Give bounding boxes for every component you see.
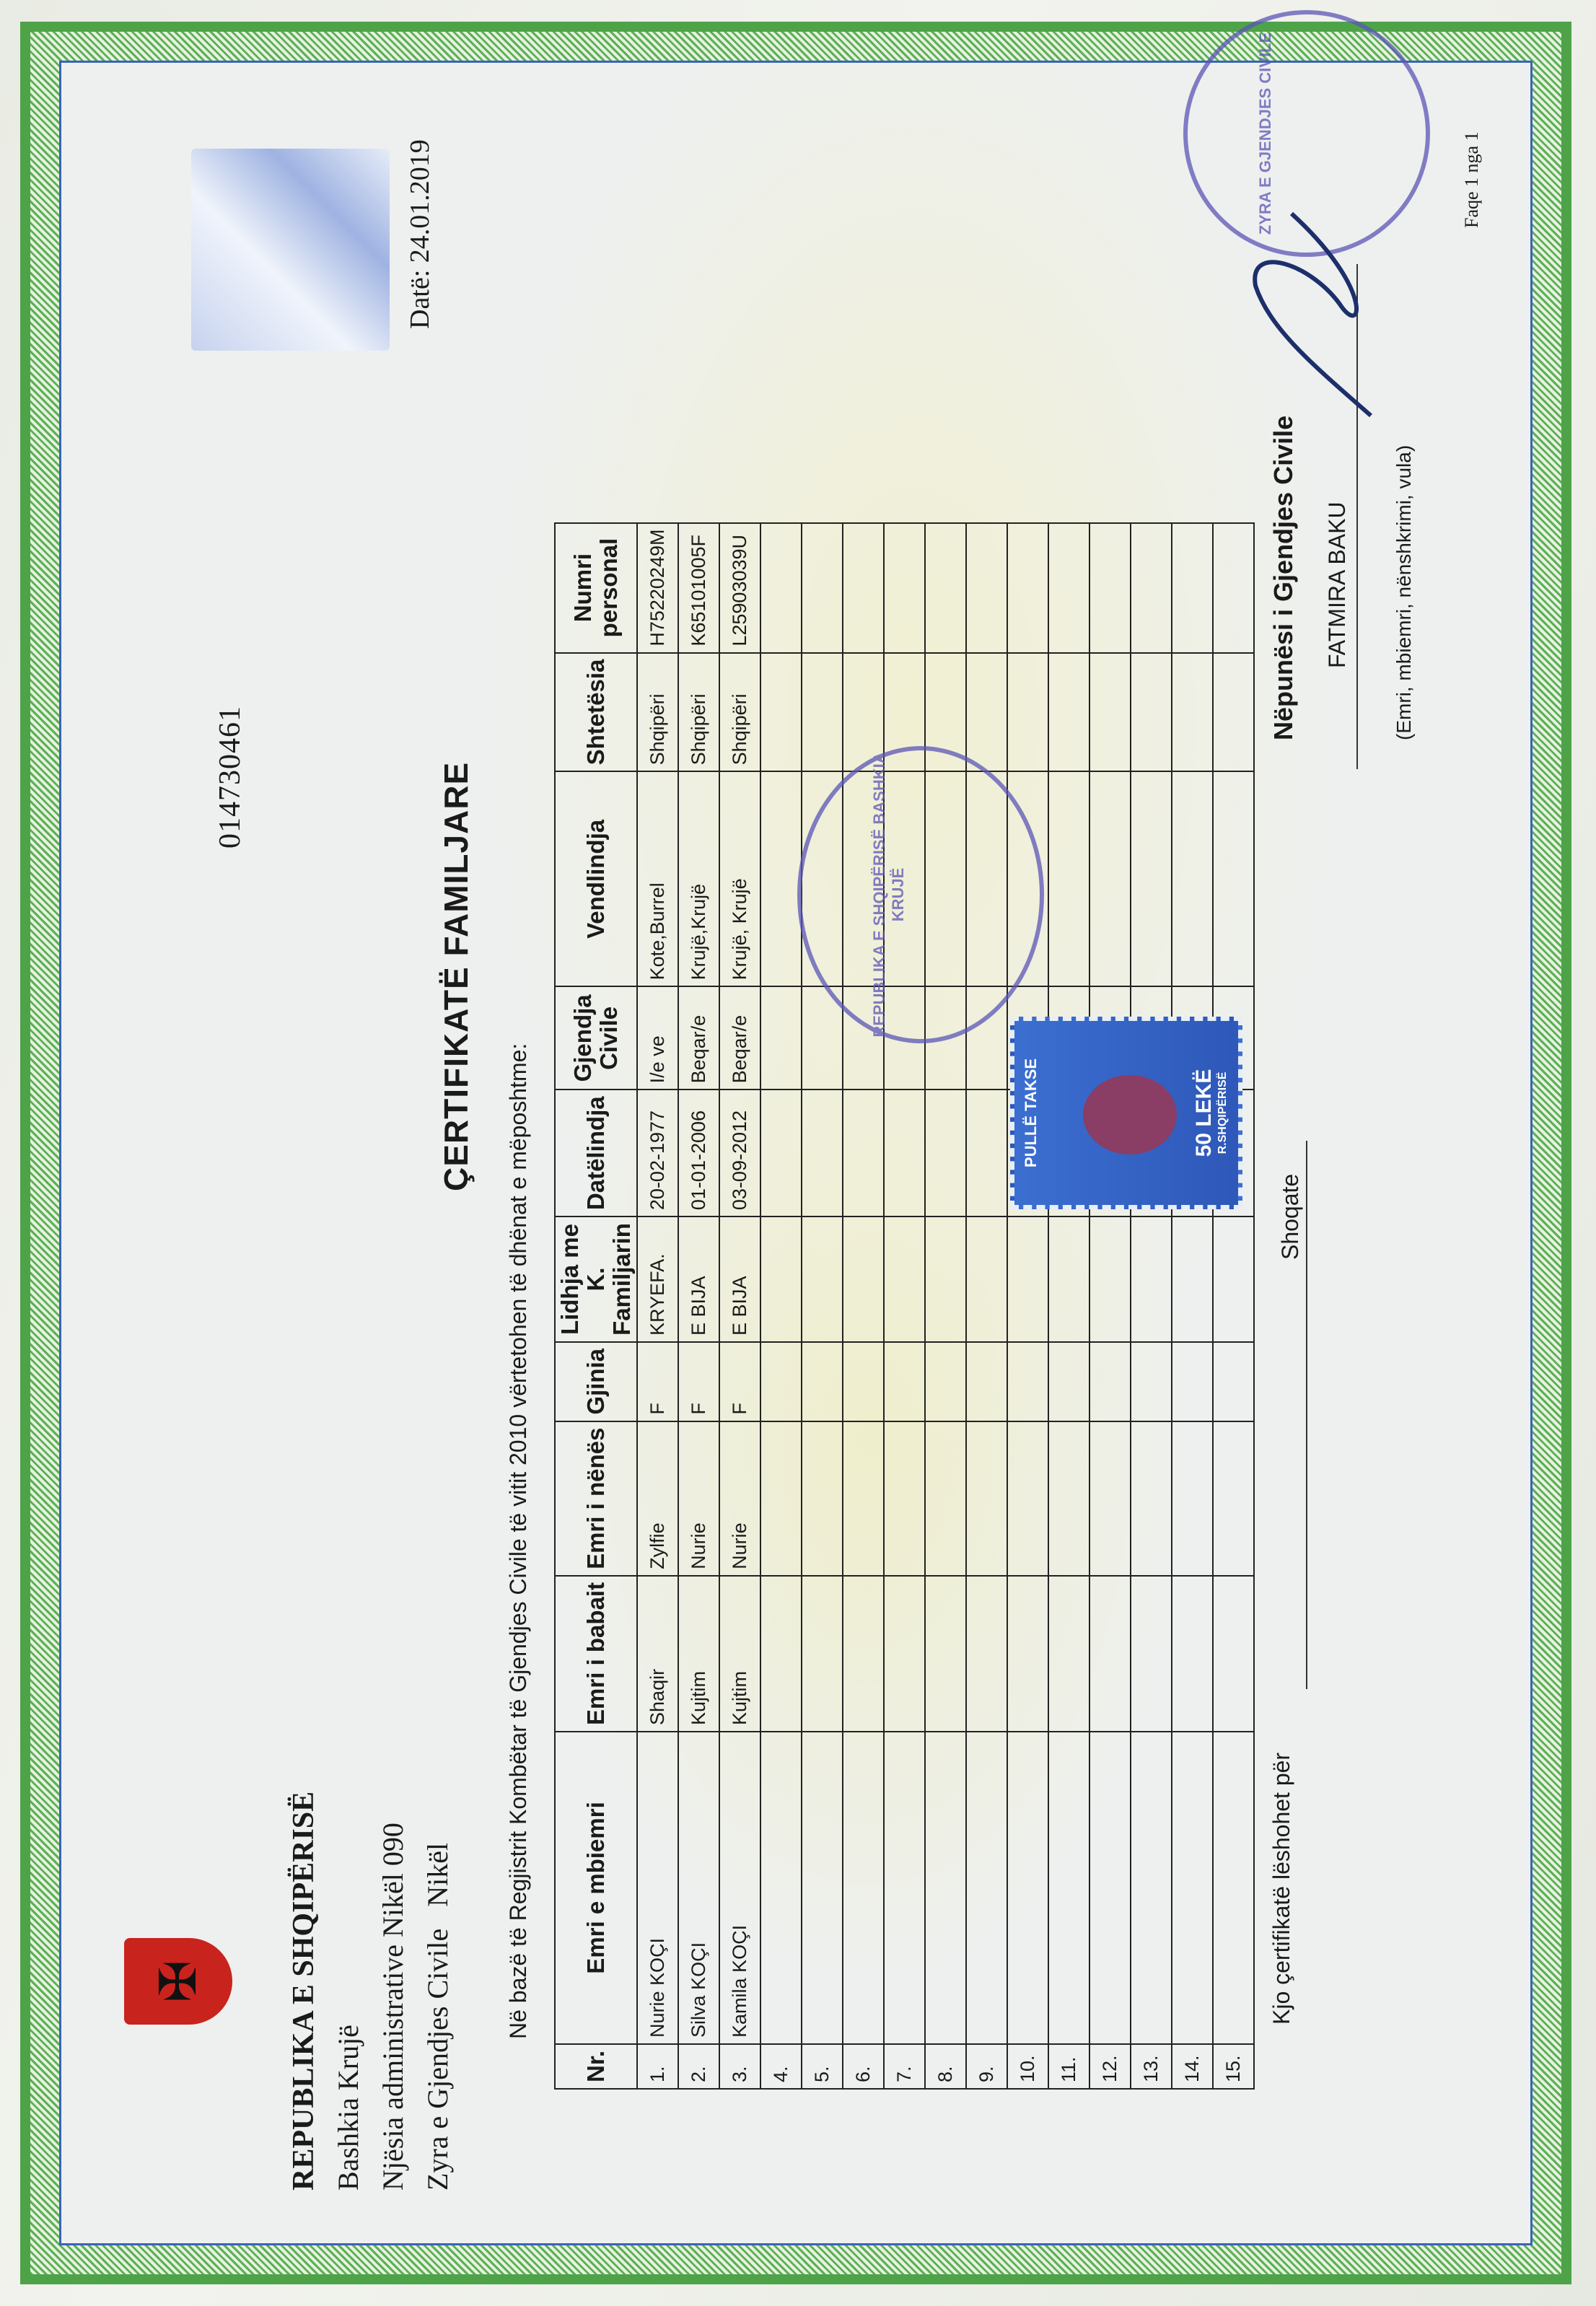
table-cell (884, 523, 925, 653)
civil-office: Zyra e Gjendjes Civile Nikël (421, 1842, 454, 2191)
table-row (719, 523, 760, 2089)
table-cell (843, 1576, 884, 1732)
table-cell (1131, 1421, 1172, 1576)
table-cell (760, 1216, 802, 1342)
table-cell: 15. (1213, 2044, 1254, 2089)
col-personal-number: Numri personal (555, 523, 637, 653)
table-cell: Beqar/e (678, 986, 719, 1090)
table-cell: Shqipëri (637, 653, 678, 772)
signature-note: (Emri, mbiemri, nënshkrimi, vula) (1393, 444, 1415, 740)
table-cell (1131, 771, 1172, 986)
issued-for-value: Shoqate (1277, 1173, 1303, 1260)
table-cell (1172, 1576, 1213, 1732)
table-cell (760, 523, 802, 653)
table-cell (884, 1216, 925, 1342)
tax-stamp-emblem-icon (1083, 1075, 1177, 1154)
table-cell (925, 1732, 966, 2044)
intro-text: Në bazë të Regjistrit Kombëtar të Gjendjes Civile të vitit 2010 vërtetohen të dhënat e mëposhtme: (505, 1043, 531, 2039)
table-cell: 13. (1131, 2044, 1172, 2089)
table-cell (1172, 1421, 1213, 1576)
table-cell (1089, 1732, 1131, 2044)
col-nr: Nr. (555, 2044, 637, 2089)
hologram-sticker (191, 149, 390, 351)
table-cell (1089, 1216, 1131, 1342)
table-cell (1089, 523, 1131, 653)
table-cell: 20-02-1977 (637, 1090, 678, 1216)
table-cell: KRYEFA. (637, 1216, 678, 1342)
administrative-unit: Njësia administrative Nikël 090 (377, 1823, 409, 2191)
table-cell: 6. (843, 2044, 884, 2089)
col-civil-status: Gjendja Civile (555, 986, 637, 1090)
issued-for-label: Kjo çertifikatë lëshohet për (1268, 1752, 1294, 2025)
col-birthdate: Datëlindja (555, 1090, 637, 1216)
table-cell (1007, 1576, 1048, 1732)
table-cell: Shqipëri (719, 653, 760, 772)
table-cell (1213, 1576, 1254, 1732)
table-cell (760, 1732, 802, 2044)
table-cell (1172, 1216, 1213, 1342)
table-cell (1131, 1732, 1172, 2044)
table-cell: Beqar/e (719, 986, 760, 1090)
table-cell (925, 1421, 966, 1576)
table-cell (1007, 1342, 1048, 1421)
table-cell (884, 1421, 925, 1576)
table-cell (1007, 1216, 1048, 1342)
official-round-stamp (797, 746, 1044, 1043)
page-number: Faqe 1 nga 1 (1461, 131, 1482, 228)
table-cell (1213, 771, 1254, 986)
table-cell (1172, 1342, 1213, 1421)
table-cell (1048, 653, 1089, 772)
table-cell: Zylfie (637, 1421, 678, 1576)
table-cell (925, 1576, 966, 1732)
table-cell: Kote,Burrel (637, 771, 678, 986)
country-name: REPUBLIKA E SHQIPËRISË (287, 1791, 320, 2191)
table-cell (966, 653, 1007, 772)
table-cell: 3. (719, 2044, 760, 2089)
table-cell (1089, 1576, 1131, 1732)
table-cell (802, 1576, 843, 1732)
table-cell (1089, 653, 1131, 772)
table-row (637, 523, 678, 2089)
table-cell: Nurie (678, 1421, 719, 1576)
table-cell (843, 1342, 884, 1421)
table-cell (1048, 1421, 1089, 1576)
table-cell (966, 1216, 1007, 1342)
table-cell (802, 1342, 843, 1421)
table-cell (1007, 653, 1048, 772)
seal-text: ZYRA E GJENDJES CIVILE (1256, 32, 1274, 235)
table-row (678, 523, 719, 2089)
table-row (1089, 523, 1131, 2089)
table-cell: Shaqir (637, 1576, 678, 1732)
table-cell (1172, 771, 1213, 986)
table-row (802, 523, 843, 2089)
table-cell (1007, 1732, 1048, 2044)
table-cell (1007, 1421, 1048, 1576)
table-cell (843, 1732, 884, 2044)
col-relation: Lidhja me K. Familjarin (555, 1216, 637, 1342)
table-cell (925, 1342, 966, 1421)
table-cell (760, 653, 802, 772)
table-cell (884, 1732, 925, 2044)
table-row (1131, 523, 1172, 2089)
col-birthplace: Vendlindja (555, 771, 637, 986)
table-row (1007, 523, 1048, 2089)
issued-for-line (1306, 1141, 1307, 1689)
table-cell: 10. (1007, 2044, 1048, 2089)
table-cell: 4. (760, 2044, 802, 2089)
table-cell (760, 986, 802, 1090)
table-cell (1089, 1421, 1131, 1576)
table-cell: I/e ve (637, 986, 678, 1090)
table-cell: 03-09-2012 (719, 1090, 760, 1216)
table-cell: 2. (678, 2044, 719, 2089)
table-cell (884, 1342, 925, 1421)
table-cell: Silva KOÇI (678, 1732, 719, 2044)
issuer-header (281, 1792, 460, 2191)
table-row (966, 523, 1007, 2089)
table-cell: Kamila KOÇI (719, 1732, 760, 2044)
albanian-emblem-icon: ✠ (124, 1938, 232, 2025)
table-cell (1172, 1732, 1213, 2044)
table-cell (1048, 523, 1089, 653)
table-cell: Shqipëri (678, 653, 719, 772)
table-cell (966, 1421, 1007, 1576)
col-citizenship: Shtetësia (555, 653, 637, 772)
table-cell: K65101005F (678, 523, 719, 653)
table-cell (760, 1421, 802, 1576)
table-cell: Krujë,Krujë (678, 771, 719, 986)
table-cell (1131, 653, 1172, 772)
page-title: ÇERTIFIKATË FAMILJARE (437, 761, 475, 1191)
table-cell: Krujë, Krujë (719, 771, 760, 986)
table-cell (1172, 653, 1213, 772)
table-cell (1048, 1342, 1089, 1421)
table-row (1213, 523, 1254, 2089)
col-father: Emri i babait (555, 1576, 637, 1732)
table-cell (802, 653, 843, 772)
table-cell (966, 523, 1007, 653)
table-cell: H75220249M (637, 523, 678, 653)
tax-stamp-value: 50 LEKË R.SHQIPËRISË (1192, 1069, 1229, 1157)
table-cell (1213, 653, 1254, 772)
col-name: Emri e mbiemri (555, 1732, 637, 2044)
table-cell: Nurie KOÇI (637, 1732, 678, 2044)
table-cell: Nurie (719, 1421, 760, 1576)
table-cell (1213, 1732, 1254, 2044)
table-cell: 7. (884, 2044, 925, 2089)
tax-stamp (1010, 1017, 1242, 1209)
table-cell: F (719, 1342, 760, 1421)
serial-number: 014730461 (214, 706, 247, 849)
table-cell (760, 1342, 802, 1421)
handwritten-signature (1227, 192, 1414, 430)
stamp-text: REPUBLIKA E SHQIPËRISË BASHKIA KRUJË (870, 752, 907, 1038)
table-cell (966, 1090, 1007, 1216)
table-cell (884, 1090, 925, 1216)
issue-date: Datë: 24.01.2019 (405, 139, 435, 329)
table-cell: Kujtim (678, 1576, 719, 1732)
table-cell: E BIJA (678, 1216, 719, 1342)
table-cell (802, 523, 843, 653)
table-cell (1131, 1576, 1172, 1732)
table-cell (802, 1421, 843, 1576)
table-cell (802, 1216, 843, 1342)
table-cell (760, 1576, 802, 1732)
table-cell (1007, 523, 1048, 653)
table-cell (966, 1342, 1007, 1421)
table-cell (1172, 523, 1213, 653)
table-cell: F (678, 1342, 719, 1421)
table-cell (1213, 1216, 1254, 1342)
table-cell (843, 1216, 884, 1342)
table-cell (1131, 523, 1172, 653)
table-row (760, 523, 802, 2089)
table-cell (843, 1421, 884, 1576)
table-cell: 9. (966, 2044, 1007, 2089)
table-cell: 5. (802, 2044, 843, 2089)
clerk-title: Nëpunësi i Gjendjes Civile (1268, 415, 1298, 740)
municipality: Bashkia Krujë (332, 2025, 364, 2191)
table-cell (925, 1090, 966, 1216)
tax-stamp-label: PULLË TAKSE (1022, 1058, 1040, 1168)
table-cell: 01-01-2006 (678, 1090, 719, 1216)
table-cell (1048, 771, 1089, 986)
table-row (1172, 523, 1213, 2089)
table-cell: 14. (1172, 2044, 1213, 2089)
table-cell (1089, 1342, 1131, 1421)
clerk-name: FATMIRA BAKU (1324, 501, 1350, 668)
table-cell (966, 1732, 1007, 2044)
table-cell (1213, 1421, 1254, 1576)
table-cell (760, 1090, 802, 1216)
table-cell (1131, 1342, 1172, 1421)
table-cell (760, 771, 802, 986)
table-cell (1048, 1576, 1089, 1732)
table-cell (843, 523, 884, 653)
table-cell (1048, 1216, 1089, 1342)
table-cell (925, 1216, 966, 1342)
col-mother: Emri i nënës (555, 1421, 637, 1576)
table-cell (1131, 1216, 1172, 1342)
table-cell: L25903039U (719, 523, 760, 653)
table-cell (884, 1576, 925, 1732)
col-gender: Gjinia (555, 1342, 637, 1421)
table-cell: F (637, 1342, 678, 1421)
table-cell (1213, 1342, 1254, 1421)
table-cell: 12. (1089, 2044, 1131, 2089)
table-cell: 1. (637, 2044, 678, 2089)
table-cell (1048, 1732, 1089, 2044)
table-cell (966, 1576, 1007, 1732)
table-cell (802, 1090, 843, 1216)
table-cell (1213, 523, 1254, 653)
table-cell (1089, 771, 1131, 986)
table-header-row (555, 523, 637, 2089)
table-cell: 11. (1048, 2044, 1089, 2089)
table-cell (843, 1090, 884, 1216)
table-cell (925, 523, 966, 653)
table-cell: 8. (925, 2044, 966, 2089)
table-cell: E BIJA (719, 1216, 760, 1342)
table-cell (802, 1732, 843, 2044)
table-row (1048, 523, 1089, 2089)
table-cell: Kujtim (719, 1576, 760, 1732)
